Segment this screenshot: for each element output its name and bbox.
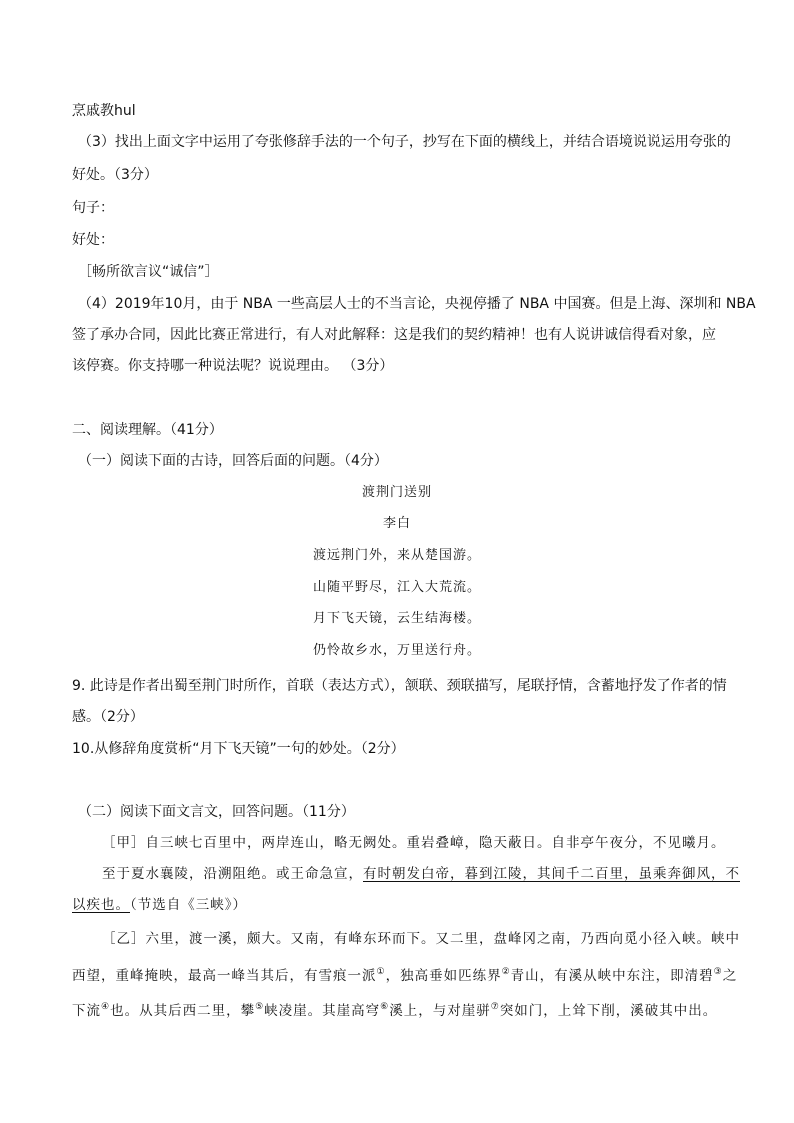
question-9-line-2: 感。（2分） xyxy=(72,709,144,725)
passage-a-line-2-plain: 至于夏水襄陵，沿溯阻绝。或王命急宣， xyxy=(102,866,363,882)
question-9-line-1: 9. 此诗是作者出蜀至荆门时所作，首联（表达方式），颔联、颈联描写，尾联抒情，含蓄地抒发了作者的情 xyxy=(72,678,727,694)
footnote-marker: ⑦ xyxy=(490,1002,500,1012)
passage-a-underlined-sentence-end: 以疾也。 xyxy=(72,897,130,913)
passage-b-text: 溪上，与对崖骈 xyxy=(389,1003,491,1019)
question-4-line-2: 签了承办合同，因此比赛正常进行，有人对此解释：这是我们的契约精神！也有人说讲诚信得看对象，应 xyxy=(72,327,716,343)
passage-b-line-2 xyxy=(72,962,737,986)
passage-b-text: 突如门，上耸下削，溪破其中出。 xyxy=(499,1003,718,1019)
section-2-part-2-heading: （二）阅读下面文言文，回答问题。（11分） xyxy=(78,804,355,820)
question-3-line-1: （3）找出上面文字中运用了夸张修辞手法的一个句子，抄写在下面的横线上，并结合语境说说运用夸张的 xyxy=(78,134,731,150)
passage-a-line-1: ［甲］自三峡七百里中，两岸连山，略无阙处。重岩叠嶂，隐天蔽日。自非亭午夜分，不见曦月。 xyxy=(102,835,726,851)
passage-b-line-3 xyxy=(72,997,717,1021)
passage-b-text: 之 xyxy=(722,968,738,984)
poem-title: 渡荆门送别 xyxy=(361,485,432,500)
passage-b-text: ，独高垂如匹练界 xyxy=(385,968,502,984)
passage-a-line-3 xyxy=(72,895,247,915)
footnote-marker: ⑥ xyxy=(380,1002,390,1012)
poem-line: 渡远荆门外，来从楚国游。 xyxy=(312,548,481,563)
passage-a-source: （节选自《三峡》） xyxy=(130,897,247,913)
section-2-part-1-heading: （一）阅读下面的古诗，回答后面的问题。（4分） xyxy=(78,453,388,469)
footnote-marker: ③ xyxy=(713,967,723,977)
passage-b-line-1: ［乙］六里，渡一溪，颇大。又南，有峰东环而下。又二里，盘峰冈之南，乃西向觅小径入峡。峡中 xyxy=(102,931,740,947)
passage-a-line-2 xyxy=(102,864,740,884)
passage-a-underlined-sentence: 有时朝发白帝，暮到江陵，其间千二百里，虽乘奔御风，不 xyxy=(363,866,740,882)
passage-b-text: 下流 xyxy=(72,1003,101,1019)
question-4-line-3: 该停赛。你支持哪一种说法呢？说说理由。 （3分） xyxy=(72,358,394,374)
topic-heading: ［畅所欲言议“诚信”］ xyxy=(78,264,219,280)
passage-b-text: 青山，有溪从峡中东注，即清碧 xyxy=(510,968,714,984)
footnote-marker: ⑤ xyxy=(255,1002,265,1012)
garbled-header-text: 烹戚教hul xyxy=(72,103,136,119)
passage-b-text: 也。从其后西二里，攀 xyxy=(110,1003,256,1019)
footnote-marker: ① xyxy=(376,967,386,977)
footnote-marker: ② xyxy=(501,967,511,977)
question-4-line-1: （4）2019年10月，由于 NBA 一些高层人士的不当言论，央视停播了 NBA 中国赛。但是上海、深圳和 NBA xyxy=(78,296,756,312)
benefit-label: 好处： xyxy=(72,232,114,248)
poem-author: 李白 xyxy=(382,516,411,531)
poem-line: 仍怜故乡水，万里送行舟。 xyxy=(312,643,481,658)
poem-line: 山随平野尽，江入大荒流。 xyxy=(312,580,481,595)
footnote-marker: ④ xyxy=(101,1002,111,1012)
poem-line: 月下飞天镜，云生结海楼。 xyxy=(312,611,481,626)
passage-b-text: 峡凌崖。其崖高穹 xyxy=(264,1003,381,1019)
question-10-line-1: 10.从修辞角度赏析“月下飞天镜”一句的妙处。（2分） xyxy=(72,741,405,757)
question-3-line-2: 好处。（3分） xyxy=(72,167,158,183)
sentence-label: 句子： xyxy=(72,200,114,216)
section-2-title: 二、阅读理解。（41分） xyxy=(72,422,223,438)
passage-b-text: 西望，重峰掩映，最高一峰当其后，有雪痕一派 xyxy=(72,968,377,984)
